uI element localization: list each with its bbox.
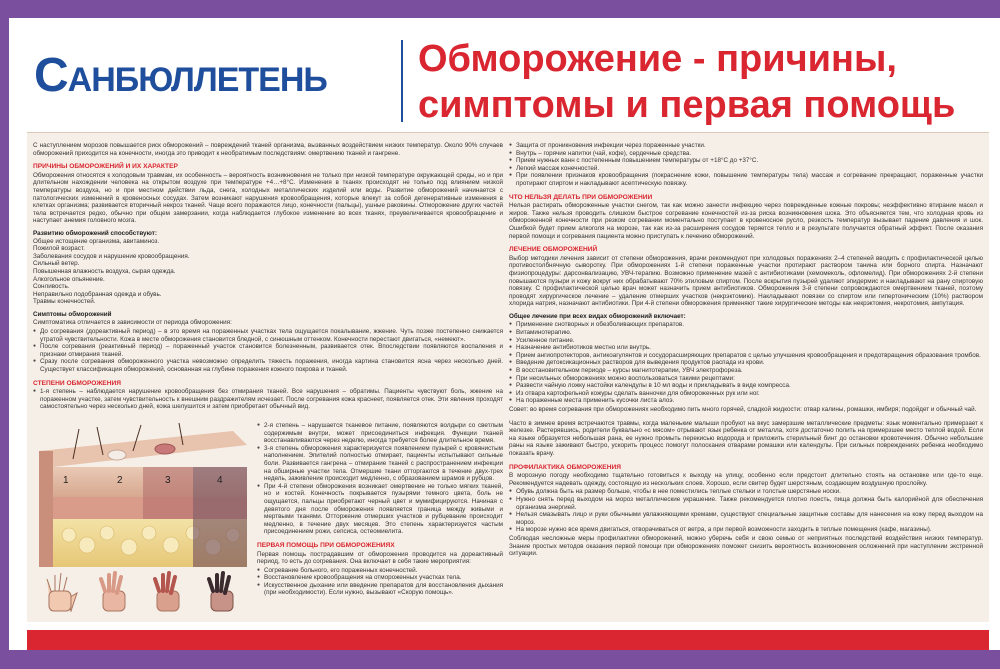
stages-heading: СТЕПЕНИ ОБМОРОЖЕНИЯ (33, 379, 121, 387)
symptoms-list (33, 328, 503, 374)
list-item: Сильный ветер. (33, 260, 80, 268)
prevention-list (509, 488, 983, 534)
dont-heading: ЧТО НЕЛЬЗЯ ДЕЛАТЬ ПРИ ОБМОРОЖЕНИИ (509, 193, 653, 201)
list-item: ● На морозе нужно все время двигаться, отворачиваться от ветра, а при первой возможности заходить в теплые помещения (кафе, магазины). (509, 526, 983, 534)
list-item: ● Прием ангиопротекторов, антикоагулянтов и сосудорасширяющих препаратов с целью улучшения кровообращения и предотвращения образования тромбов. (509, 352, 983, 360)
list-item: Пожилой возраст. (33, 245, 85, 253)
header-divider (401, 40, 403, 122)
content-panel (27, 132, 989, 622)
stage-4-text: ● При 4-й степени обморожения возникает омертвение не только мягких тканей, но и костей. Конечность покрывается пузырями темного цвета, боль не ощущается, пальцы приобретают черный цвет и мумифицируются. Начиная с девятого дня после обморожения появляется граница между живыми и мертвыми тканями. Отторжение отмерших участков и рубцевание происходит медленно, в течение двух месяцев. Это степень характеризуется частым присоединением рожи, сепсиса, остеомиелита. (257, 483, 503, 536)
skin-edge (39, 451, 53, 567)
list-item: ● Применение снотворных и обезболивающих препаратов. (509, 321, 983, 329)
firstaid-list (257, 567, 503, 597)
stage-1-text: ● 1-я степень – наблюдается нарушение кровообращения без отмирания тканей. Все нарушения – обратимы. Пациенты чувствуют боль, жжение на пораженном участке, затем чувствительность к внешним раздражителям исчезает. После согревания кожа краснеет, появляется отек. Эти явления проходят самостоятельно через несколько дней, кожа шелушится и затем приобретает обычный вид. (33, 388, 503, 411)
types-paragraph: Обморожения относятся к холодовым травмам, их особенность – вероятность возникновения не только при низкой температуре окружающей среды, но и при длительном нахождении человека на открытом воздухе при температуре +4…+8°С. Изменения в тканях происходят не только под влиянием низкой температуры воздуха, но и при местном действии льда, снега, холодных металлических изделий или воды. Развитие обморожений начинается с патологических изменений в кровеносных сосудах. Затем возникают нарушения кровообращения, которые влекут за собой дегенеративные изменения в клетках организма; развивается вторичный некроз тканей. Чаще всего поражаются лицо, конечности (пальцы), ушные раковины. Отморожение других частей тела встречается редко, обычно при общем замерзании, когда наблюдается глубокое изменение во всех тканях, преувеличивается кровообращение и наступает анемия головного мозга. (33, 171, 503, 225)
list-item: ● Витаминотерапию. (509, 329, 983, 337)
intro-paragraph: С наступлением морозов повышается риск обморожений – повреждений тканей организма, вызванных воздействием низких температур. Около 90% случаев обморожений приходится на конечности, иногда это приводит к необратимым последствиям: омертвению тканей и гангрене. (33, 142, 503, 157)
title-line-1: Обморожение - причины, (418, 38, 897, 80)
list-item: ● Обувь должна быть на размер больше, чтобы в нее поместились теплые стельки и толстые шерстяные носки. (509, 488, 983, 496)
firstaid-intro: Первая помощь пострадавшим от обморожения проводится на дореактивный период, то есть до согревания. Она включает в себя такие мероприятия: (257, 550, 503, 566)
left-column (33, 141, 503, 411)
hand-stage-2 (101, 573, 125, 611)
stage1-list (33, 388, 503, 411)
list-item: ● При несильных обморожениях можно воспользоваться такими рецептами: (509, 375, 983, 383)
right-column (509, 141, 983, 558)
list-item: ● Развести чайную ложку настойки календулы в 10 мл воды и прикладывать в виде компресса. (509, 382, 983, 390)
stage-2-text: ● 2-я степень – нарушается тканевое питание, появляются волдыри со светлым содержимым внутри, может присоединиться инфекция. Функции тканей восстанавливаются через неделю, иногда требуется более длительное время. (257, 422, 503, 445)
stage-3-text: ● 3-я степень обморожения характеризуется появлением пузырей с кровянистым наполнением. Эпителий полностью отмирает, пациенты испытывают сильные боли. Развивается гангрена – отмирание тканей с распространением инфекции на обширные участки тела. Отмершие ткани отторгаются в течение двух-трех недель, заживление происходит медленно, с образованием шрамов и рубцов. (257, 445, 503, 483)
list-item: ● Введение детоксикационных растворов для выведения продуктов распада из крови. (509, 359, 983, 367)
factors-heading: Развитию обморожений способствуют: (33, 229, 157, 237)
list-item: Повышенная влажность воздуха, сырая одежда. (33, 267, 176, 275)
list-item: ● После согревания (реактивный период) – пораженный участок становится болезненным, развивается отек. Впоследствии появляются воспаления и признаки отмирания тканей. (33, 343, 503, 358)
treatment-paragraph: Выбор методики лечения зависит от степени обморожения, врачи рекомендуют при холодовых поражениях 2–4 степеней вводить с профилактической целью противостолбнячную сыворотку. При обморожениях 1-й степени пораженные участки протирают раствором танина или борного спирта. Назначают физиопроцедуры: дарсонвализацию, УВЧ-терапию. Возможно применение мазей с антибиотиками (хемомеколь, офломелид). При обморожениях 2-й степени повышаются пузыри и кожу вокруг них обрабатывают 70% этиловым спиртом. После вскрытия пузырей удаляют эпидермис и накладывают на рану спиртовую повязку. С профилактической целью врач может назначить прием антибиотиков. Обморожения 3-й степени сопровождаются омертвением тканей, поэтому проводят хирургическое лечение – удаление отмерших участков (некрэктомию). Накладывают повязки со спиртом или гипертоническим (10%) раствором хлорида натрия, назначают антибиотики. При 4-й степени обморожения применяют такие хирургические методы как некрэктомия, некротомия, ампутация. (509, 254, 983, 308)
prevention-heading: ПРОФИЛАКТИКА ОБМОРОЖЕНИЯ (509, 463, 621, 471)
hand-stage-1 (47, 573, 77, 611)
firstaid-heading: ПЕРВАЯ ПОМОЩЬ ПРИ ОБМОРОЖЕНИЯХ (257, 541, 395, 549)
metal-paragraph: Часто в зимнее время встречаются травмы, когда маленькие малыши пробуют на вкус замерзшие металлические предметы: язык моментально примерзает к железке. Растерявшись, родители буквально «с мясом» отрывают язык ребенка от металла, хотя достаточно полить на примерзшее место теплой водой. Если на языке образуется небольшая рана, ее нужно промыть перекисью водорода и приложить стерильный бинт до остановки кровотечения. Обычно небольшие раны на языке заживают быстро, ускорить процесс помогут полоскания отварами ромашки или календулы. При сильных повреждениях ребенка необходимо показать врачу. (509, 419, 983, 457)
general-list (509, 321, 983, 405)
dont-paragraph: Нельзя растирать обмороженные участки снегом, так как можно занести инфекцию через поврежденные кожные покровы; неэффективно втирание масел и жиров. Также нельзя проводить слишком быстрое согревание конечностей из-за риска возникновения шока. Это объясняется тем, что холодная кровь из обмороженной конечности при резком согревании моментально поступает в кровеносное русло, резкость температур вызывает падение давления и шок. Ошибкой будет прием алкоголя на морозе, так как из-за расширения сосудов теряется тепло и в результате получается обратный эффект. После оказания первой помощи и согревания пациента можно приступать к лечению обморожений. (509, 202, 983, 240)
list-item: Травмы конечностей. (33, 298, 96, 306)
list-item: Алкогольное опьянение. (33, 275, 105, 283)
brand-logo: Санбюллетень (34, 49, 327, 102)
list-item: ● В восстановительном периоде – курсы магнитотерапии, УВЧ электрофореза. (509, 367, 983, 375)
list-item: Общее истощение организма, авитаминоз. (33, 237, 160, 245)
list-item: ● Нельзя смазывать лицо и руки обычными увлажняющими кремами, существуют специальные защитные составы для нанесения на кожу перед выходом на мороз. (509, 511, 983, 526)
blister (155, 444, 175, 454)
types-heading: ПРИЧИНЫ ОБМОРОЖЕНИЙ И ИХ ХАРАКТЕР (33, 163, 178, 171)
skin-layers-illustration (33, 423, 253, 613)
hand-stage-3 (155, 573, 179, 611)
blister (108, 450, 126, 460)
bottom-purple-bar (9, 650, 1000, 669)
title-line-2: симптомы и первая помощь (418, 84, 956, 126)
bottom-red-bar (27, 630, 989, 650)
factors-list (33, 238, 503, 306)
list-item: Заболевания сосудов и нарушение кровообращения. (33, 252, 190, 260)
list-item: ● Восстановление кровообращения на отмороженных участках тела. (257, 574, 503, 582)
list-item: ● Легкий массаж конечностей. (509, 165, 983, 173)
list-item: ● Искусственное дыхание или введение препаратов для восстановления дыхания (при необходимости). Если нужно, вызывают «Скорую помощь». (257, 582, 503, 597)
header (18, 18, 991, 136)
list-item: Сонливость. (33, 283, 70, 291)
list-item: ● Прием нужных ванн с постепенным повышением температуры от +18°С до +37°С. (509, 157, 983, 165)
stages-text (257, 421, 503, 597)
list-item: ● Защита от проникновения инфекции через пораженные участки. (509, 142, 983, 150)
prevention-end: Соблюдая несложные меры профилактики обморожений, можно уберечь себя и свою семью от неприятных последствий воздействия низких температур. Знание простых методов оказания первой помощи при обморожениях поможет снизить вероятность возникновения осложнений при наступлении экстренной ситуации. (509, 534, 983, 558)
list-item: ● На пораженные места применить кусочки листа алоэ. (509, 397, 983, 405)
page-title (418, 36, 988, 128)
list-item: ● Назначение антибиотиков местно или внутрь. (509, 344, 983, 352)
list-item: ● Из отвара картофельной кожуры сделать ванночки для обмороженных рук или ног. (509, 390, 983, 398)
list-item: ● При появлении признаков кровообращения (покраснение кожи, повышение температуры тела) массаж и согревание прекращают, пораженные участки протирают спиртом и накладывают асептическую повязку. (509, 172, 983, 187)
list-item: ● Нужно снять перед выходом на мороз металлические украшение. Также рекомендуется плотно поесть, пища должна быть калорийной для обеспечения организма энергией. (509, 496, 983, 511)
firstaid-continued-list (509, 142, 983, 188)
symptoms-intro: Симптоматика отличается в зависимости от периода обморожения: (33, 319, 232, 327)
list-item: ● До согревания (дореактивный период) – в это время на пораженных участках тела ощущается покалывание, жжение. Чуть позже постепенно снижается утратой чувствительности. Кожа в месте обморожения становится бледной, с синюшным оттенком. Конечности перестают двигаться, «немеют». (33, 328, 503, 343)
poster (9, 0, 1000, 669)
list-item: Неправильно подобранная одежда и обувь. (33, 290, 162, 298)
hand-stage-4 (209, 573, 233, 611)
list-item: ● Внутрь – горячие напитки (чай, кофе), сердечные средства. (509, 150, 983, 158)
top-purple-bar (9, 0, 1000, 18)
stage-number-3: 3 (165, 475, 171, 486)
skin-surface (39, 431, 247, 467)
symptoms-heading: Симптомы обморожений (33, 310, 112, 318)
stage-number-4: 4 (217, 475, 223, 486)
skin-illustration-svg (33, 423, 253, 613)
list-item: ● Усиленное питание. (509, 337, 983, 345)
stages-list (257, 422, 503, 536)
hands-illustration (47, 573, 233, 611)
stage-number-2: 2 (117, 475, 123, 486)
prevention-paragraph: В морозную погоду необходимо тщательно готовиться к выходу на улицу, особенно если предстоит длительно стоять на остановке или где-то еще. Рекомендуется надевать одежду, состоящую из нескольких слоев. Хорошо, если свитер будет шерстяным, создающим воздушную прослойку. (509, 472, 983, 487)
list-item: ● Согревание больного, его пораженных конечностей. (257, 567, 503, 575)
treatment-heading: ЛЕЧЕНИЕ ОБМОРОЖЕНИЙ (509, 246, 598, 254)
list-item: ● Сразу после согревания обмороженного участка невозможно определить тяжесть поражения, иногда картина становится ясна через несколько дней. Существует классификация обморожений, основанная на глубине поражения кожного покрова и тканей. (33, 358, 503, 373)
stage-number-1: 1 (63, 475, 69, 486)
advice-paragraph: Совет: во время согревания при обморожениях необходимо пить много горячей, сладкой жидкости: отвар калины, ромашки, имбиря; подойдет и обычный чай. (509, 406, 977, 413)
general-heading: Общее лечение при всех видах обморожений включает: (509, 312, 686, 320)
